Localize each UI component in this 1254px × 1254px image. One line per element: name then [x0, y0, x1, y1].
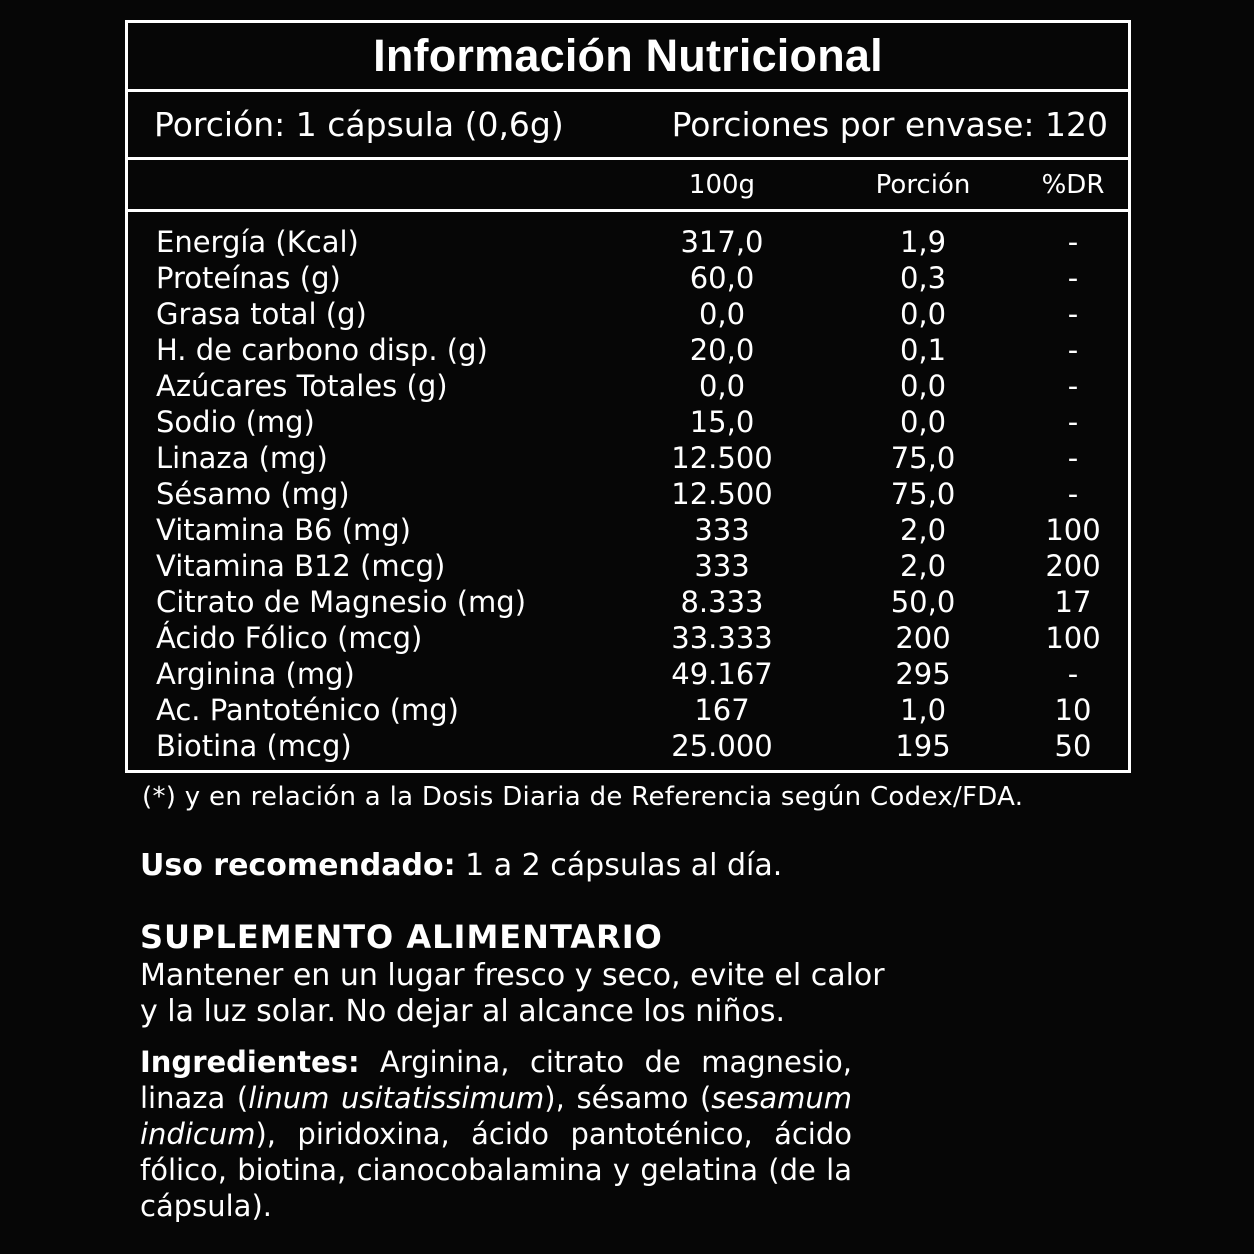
table-row [128, 368, 1128, 404]
nutrient-rows [128, 212, 1128, 764]
value-portion: 0,0 [899, 297, 947, 331]
nutrient-name: H. de carbono disp. (g) [156, 333, 488, 367]
value-portion: 195 [895, 729, 951, 763]
nutrient-name: Proteínas (g) [156, 261, 341, 295]
value-dr: - [1067, 261, 1079, 295]
nutrient-name: Citrato de Magnesio (mg) [156, 585, 527, 619]
value-dr: - [1067, 225, 1079, 259]
value-dr: 100 [1045, 513, 1101, 547]
value-100g: 49.167 [671, 657, 773, 691]
value-dr: - [1067, 333, 1079, 367]
ingredients-italic-2: sesamum indicum [140, 1081, 852, 1151]
table-row [128, 224, 1128, 260]
table-row [128, 584, 1128, 620]
value-dr: - [1067, 369, 1079, 403]
nutrient-name: Ácido Fólico (mcg) [156, 621, 423, 655]
column-header-dr: %DR [1041, 170, 1105, 200]
nutrient-name: Vitamina B6 (mg) [156, 513, 411, 547]
footnote: (*) y en relación a la Dosis Diaria de Referencia según Codex/FDA. [142, 782, 1024, 812]
ingredients-text-2: ), sésamo ( [544, 1081, 712, 1115]
value-dr: - [1067, 657, 1079, 691]
table-row [128, 620, 1128, 656]
supplement-heading: SUPLEMENTO ALIMENTARIO [140, 918, 663, 956]
value-100g: 317,0 [680, 225, 764, 259]
value-portion: 75,0 [890, 441, 956, 475]
value-portion: 1,9 [899, 225, 947, 259]
table-row [128, 728, 1128, 764]
value-portion: 200 [895, 621, 951, 655]
nutrient-name: Sodio (mg) [156, 405, 315, 439]
value-dr: - [1067, 297, 1079, 331]
table-row [128, 404, 1128, 440]
value-100g: 0,0 [698, 369, 746, 403]
value-100g: 333 [694, 549, 750, 583]
column-headers [128, 160, 1128, 212]
nutrient-name: Ac. Pantoténico (mg) [156, 693, 459, 727]
table-row [128, 296, 1128, 332]
value-dr: - [1067, 477, 1079, 511]
nutrition-facts-table [125, 20, 1131, 773]
value-100g: 60,0 [689, 261, 755, 295]
value-portion: 0,3 [899, 261, 947, 295]
value-portion: 0,1 [899, 333, 947, 367]
value-dr: 100 [1045, 621, 1101, 655]
value-portion: 75,0 [890, 477, 956, 511]
recommended-usage [140, 848, 782, 883]
ingredients-text-3: ), piridoxina, ácido pantoténico, ácido fólico, biotina, cianocobalamina y gelatina (de la cápsula). [140, 1117, 852, 1223]
nutrient-name: Linaza (mg) [156, 441, 328, 475]
storage-line-1: Mantener en un lugar fresco y seco, evite el calor [140, 958, 885, 993]
nutrient-name: Energía (Kcal) [156, 225, 359, 259]
value-portion: 2,0 [899, 549, 947, 583]
ingredients-label: Ingredientes: [140, 1045, 360, 1079]
value-dr: 50 [1054, 729, 1092, 763]
storage-instructions [140, 958, 900, 1030]
nutrient-name: Biotina (mcg) [156, 729, 352, 763]
value-100g: 0,0 [698, 297, 746, 331]
value-100g: 20,0 [689, 333, 755, 367]
table-title: Información Nutricional [128, 23, 1128, 92]
storage-line-2: y la luz solar. No dejar al alcance los niños. [140, 994, 786, 1029]
table-row [128, 692, 1128, 728]
value-dr: - [1067, 441, 1079, 475]
value-100g: 15,0 [689, 405, 755, 439]
nutrient-name: Sésamo (mg) [156, 477, 350, 511]
value-100g: 12.500 [671, 441, 773, 475]
value-100g: 25.000 [671, 729, 773, 763]
nutrient-name: Vitamina B12 (mcg) [156, 549, 446, 583]
value-100g: 33.333 [671, 621, 773, 655]
value-dr: 10 [1054, 693, 1092, 727]
table-row [128, 512, 1128, 548]
value-100g: 333 [694, 513, 750, 547]
usage-label: Uso recomendado: [140, 848, 456, 883]
serving-info [128, 92, 1128, 160]
ingredients-text-1: Arginina, citrato de magnesio, linaza ( [140, 1045, 852, 1115]
value-100g: 12.500 [671, 477, 773, 511]
value-100g: 167 [694, 693, 750, 727]
value-dr: - [1067, 405, 1079, 439]
nutrient-name: Arginina (mg) [156, 657, 355, 691]
nutrient-name: Azúcares Totales (g) [156, 369, 448, 403]
value-100g: 8.333 [680, 585, 764, 619]
column-header-portion: Porción [875, 170, 971, 200]
column-header-100g: 100g [688, 170, 756, 200]
value-portion: 0,0 [899, 369, 947, 403]
servings-per-container: Porciones por envase: 120 [671, 105, 1108, 144]
ingredients-italic-1: linum usitatissimum [248, 1081, 545, 1115]
value-portion: 295 [895, 657, 951, 691]
table-row [128, 548, 1128, 584]
table-row [128, 440, 1128, 476]
nutrient-name: Grasa total (g) [156, 297, 367, 331]
value-portion: 2,0 [899, 513, 947, 547]
table-row [128, 260, 1128, 296]
value-dr: 17 [1054, 585, 1092, 619]
table-row [128, 656, 1128, 692]
ingredients [140, 1044, 852, 1224]
value-portion: 1,0 [899, 693, 947, 727]
table-row [128, 476, 1128, 512]
serving-size: Porción: 1 cápsula (0,6g) [154, 105, 564, 144]
value-portion: 50,0 [890, 585, 956, 619]
usage-text: 1 a 2 cápsulas al día. [455, 848, 783, 883]
value-dr: 200 [1045, 549, 1101, 583]
table-row [128, 332, 1128, 368]
value-portion: 0,0 [899, 405, 947, 439]
